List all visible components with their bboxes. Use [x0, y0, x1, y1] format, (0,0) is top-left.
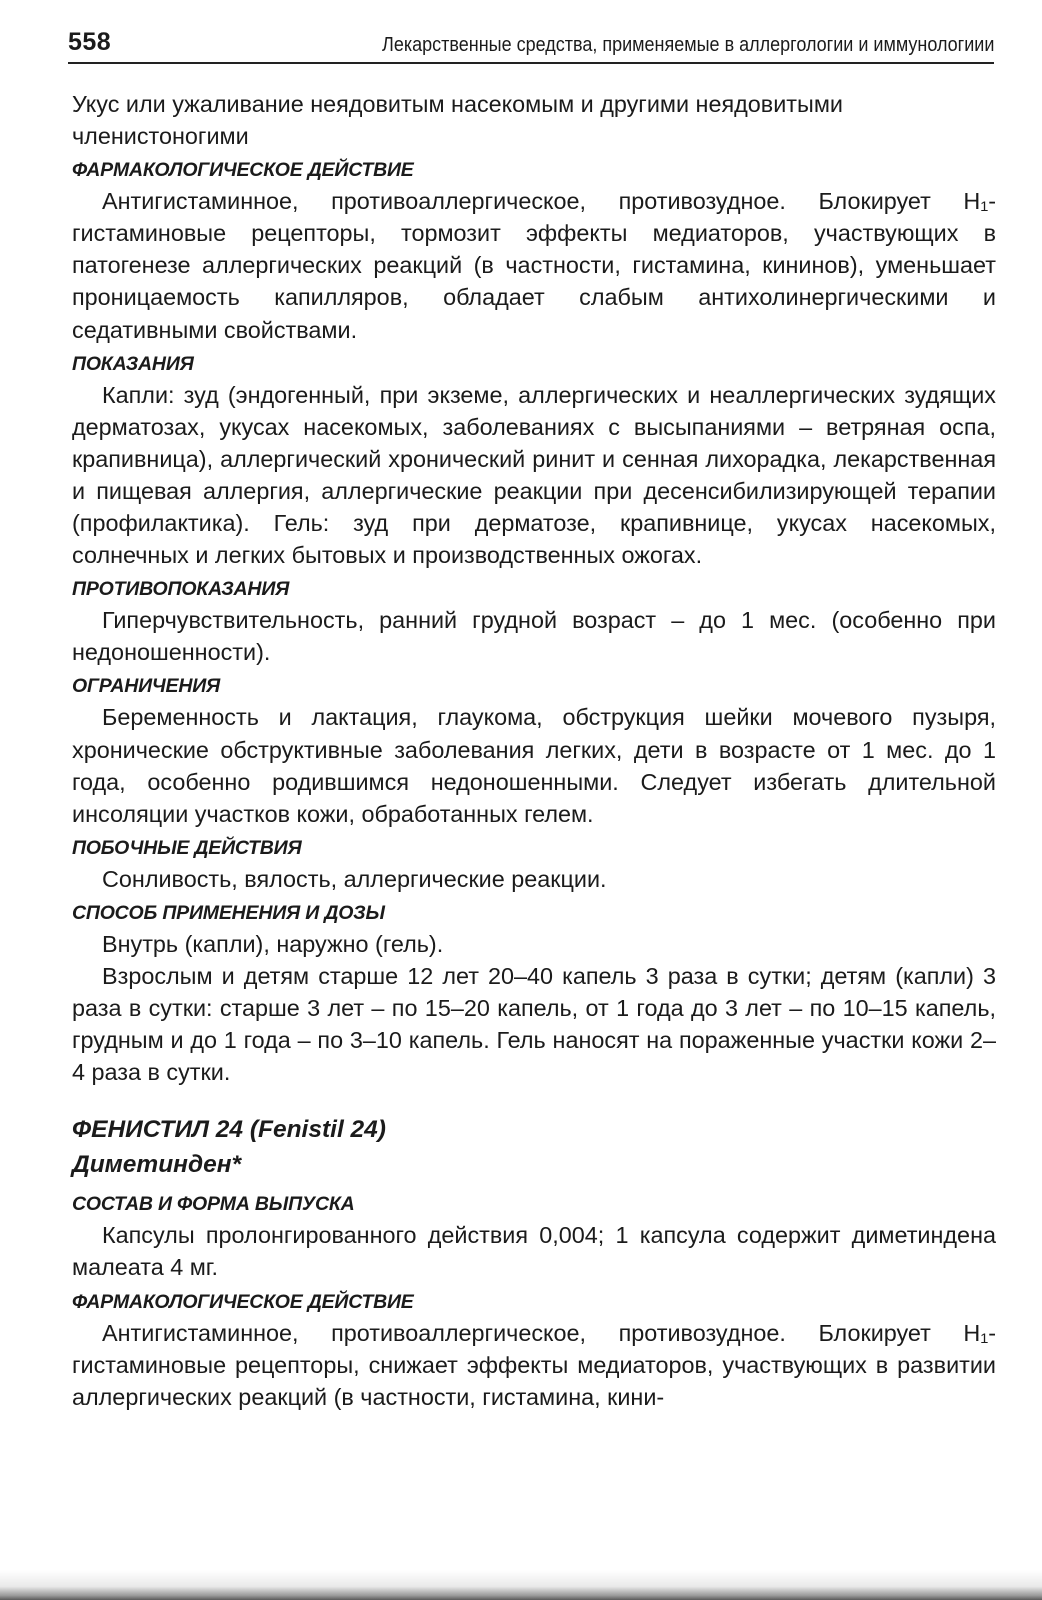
section-heading-indications: ПОКАЗАНИЯ: [72, 352, 194, 375]
pharm-action-paragraph: Антигистаминное, противоаллергическое, противозудное. Блокирует H₁-гистаминовые рецепторы, тормозит эффекты медиаторов, участвующих в патогенезе аллергических реакций (в частности, гистамина, кининов), уменьшает проницаемость капилляров, обладает слабым антихолинергическими и седативными свойствами.: [72, 188, 996, 343]
limitations-paragraph: Беременность и лактация, глаукома, обструкция шейки мочевого пузыря, хронические обструктивные заболевания легких, дети в возрасте от 1 мес. до 1 года, особенно родившимся недоношенными. Следует избегать длительной инсоляции участков кожи, обработанных гелем.: [72, 704, 996, 827]
side-effects-paragraph: Сонливость, вялость, аллергические реакции.: [102, 865, 607, 892]
dosage-paragraph-2: Взрослым и детям старше 12 лет 20–40 капель 3 раза в сутки; детям (капли) 3 раза в сутки: старше 3 лет – по 15–20 капель, от 1 года до 3 лет – по 10–15 капель, грудным и до 1 года – по 3–10 капель. Гель наносят на пораженные участки кожи 2–4 раза в сутки.: [72, 962, 996, 1086]
section-heading-contraindications: ПРОТИВОПОКАЗАНИЯ: [72, 578, 290, 601]
intro-paragraph: Укус или ужаливание неядовитым насекомым и другими неядовитыми членистоногими: [72, 91, 843, 150]
drug-substance: Диметинден*: [72, 1151, 242, 1179]
section-heading-side-effects: ПОБОЧНЫЕ ДЕЙСТВИЯ: [72, 836, 302, 859]
indications-paragraph: Капли: зуд (эндогенный, при экземе, аллергических и неаллергических зудящих дерматозах, укусах насекомых, заболеваниях с высыпаниями – ветряная оспа, крапивница), аллергический хронический ринит и сенная лихорадка, лекарственная и пищевая аллергия, аллергические реакции при десенсибилизирующей терапии (профилактика). Гель: зуд при дерматозе, крапивнице, укусах насекомых, солнечных и легких бытовых и производственных ожогах.: [72, 381, 996, 569]
section-heading-pharm-action: ФАРМАКОЛОГИЧЕСКОЕ ДЕЙСТВИЕ: [72, 159, 414, 182]
composition-paragraph: Капсулы пролонгированного действия 0,004; 1 капсула содержит диметиндена малеата 4 мг.: [72, 1222, 996, 1281]
page-number: 558: [68, 28, 112, 56]
section-heading-pharm-action-2: ФАРМАКОЛОГИЧЕСКОЕ ДЕЙСТВИЕ: [72, 1290, 414, 1313]
running-title: Лекарственные средства, применяемые в аллергологии и иммунологиии: [381, 34, 994, 56]
contraindications-paragraph: Гиперчувствительность, ранний грудной возраст – до 1 мес. (особенно при недоношенности).: [72, 607, 996, 666]
section-heading-dosage: СПОСОБ ПРИМЕНЕНИЯ И ДОЗЫ: [72, 901, 385, 924]
drug-title: ФЕНИСТИЛ 24 (Fenistil 24): [72, 1116, 386, 1144]
pharm-action-paragraph-2: Антигистаминное, противоаллергическое, противозудное. Блокирует H₁-гистаминовые рецепторы, снижает эффекты медиаторов, участвующих в развитии аллергических реакций (в частности, гистамина, кини-: [72, 1319, 996, 1410]
dosage-paragraph-1: Внутрь (капли), наружно (гель).: [102, 930, 444, 957]
section-heading-composition: СОСТАВ И ФОРМА ВЫПУСКА: [72, 1193, 355, 1216]
section-heading-limitations: ОГРАНИЧЕНИЯ: [72, 675, 221, 698]
page-content: [72, 88, 996, 1413]
running-header: [68, 28, 994, 64]
scan-bottom-edge: [0, 1570, 1042, 1600]
